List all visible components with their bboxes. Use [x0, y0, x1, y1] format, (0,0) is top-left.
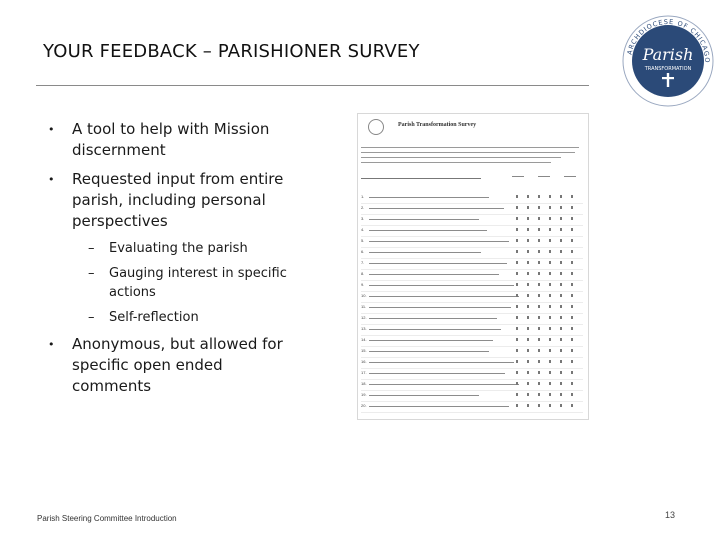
- survey-row-scale: [516, 195, 581, 199]
- survey-row-number: 7.: [361, 260, 365, 265]
- survey-row-text: [369, 362, 514, 363]
- survey-row-number: 2.: [361, 205, 365, 210]
- survey-row-scale: [516, 217, 581, 221]
- survey-row-number: 10.: [361, 293, 367, 298]
- survey-row-number: 9.: [361, 282, 365, 287]
- survey-row-number: 19.: [361, 392, 367, 397]
- survey-row-scale: [516, 349, 581, 353]
- survey-row-scale: [516, 250, 581, 254]
- title-divider: [36, 85, 589, 86]
- survey-row-scale: [516, 382, 581, 386]
- survey-row-text: [369, 241, 509, 242]
- survey-row-scale: [516, 239, 581, 243]
- survey-row: [361, 401, 583, 413]
- survey-row-text: [369, 318, 497, 319]
- survey-row-number: 6.: [361, 249, 365, 254]
- survey-row-scale: [516, 316, 581, 320]
- survey-row-number: 16.: [361, 359, 367, 364]
- survey-row-number: 15.: [361, 348, 367, 353]
- survey-row-scale: [516, 404, 581, 408]
- survey-row-text: [369, 219, 479, 220]
- footer-text: Parish Steering Committee Introduction: [37, 514, 177, 523]
- sub-bullet-item: – Gauging interest in specific actions: [88, 266, 287, 300]
- survey-row-scale: [516, 360, 581, 364]
- survey-row-text: [369, 340, 493, 341]
- survey-row-text: [369, 197, 489, 198]
- bullet-item: • Anonymous, but allowed for specific open ended comments: [48, 335, 283, 395]
- survey-row-number: 4.: [361, 227, 365, 232]
- survey-row-text: [369, 285, 514, 286]
- survey-row-scale: [516, 305, 581, 309]
- survey-row-scale: [516, 206, 581, 210]
- survey-row-text: [369, 373, 505, 374]
- survey-row-scale: [516, 272, 581, 276]
- survey-row-scale: [516, 294, 581, 298]
- survey-intro-text: [361, 147, 581, 167]
- survey-row-number: 12.: [361, 315, 367, 320]
- survey-row-number: 11.: [361, 304, 367, 309]
- slide-title: YOUR FEEDBACK – PARISHIONER SURVEY: [43, 41, 420, 62]
- survey-row-number: 8.: [361, 271, 365, 276]
- survey-row-number: 20.: [361, 403, 367, 408]
- survey-row-text: [369, 296, 519, 297]
- logo-subtext: TRANSFORMATION: [644, 66, 692, 72]
- logo-arc-text: ARCHDIOCESE OF CHICAGO: [625, 17, 712, 64]
- survey-row-text: [369, 384, 519, 385]
- survey-row-number: 17.: [361, 370, 367, 375]
- survey-row-number: 13.: [361, 326, 367, 331]
- sub-bullet-item: – Self-reflection: [88, 310, 199, 325]
- survey-row-text: [369, 208, 504, 209]
- survey-row-text: [369, 329, 501, 330]
- survey-row-text: [369, 351, 489, 352]
- page-number: 13: [665, 510, 676, 520]
- survey-row-number: 14.: [361, 337, 367, 342]
- survey-row-number: 18.: [361, 381, 367, 386]
- survey-row-number: 5.: [361, 238, 365, 243]
- survey-scale-header: [508, 176, 580, 188]
- survey-row-number: 3.: [361, 216, 365, 221]
- survey-row-scale: [516, 228, 581, 232]
- survey-row-number: 1.: [361, 194, 365, 199]
- survey-row-text: [369, 252, 481, 253]
- sub-bullet-item: – Evaluating the parish: [88, 241, 248, 256]
- survey-row-scale: [516, 371, 581, 375]
- parish-transformation-logo: [621, 14, 715, 108]
- survey-row-scale: [516, 327, 581, 331]
- survey-row-scale: [516, 338, 581, 342]
- bullet-item: • Requested input from entire parish, including personal perspectives: [48, 170, 284, 230]
- logo-wordmark: Parish: [642, 45, 694, 64]
- survey-row-text: [369, 395, 479, 396]
- survey-row-scale: [516, 283, 581, 287]
- survey-row-scale: [516, 393, 581, 397]
- seal-icon: [368, 119, 384, 135]
- bullet-item: • A tool to help with Mission discernment: [48, 120, 270, 159]
- survey-row-text: [369, 230, 487, 231]
- survey-row-scale: [516, 261, 581, 265]
- survey-name-line: [361, 178, 481, 179]
- survey-image: [357, 113, 589, 420]
- survey-row-text: [369, 406, 509, 407]
- survey-row-text: [369, 263, 507, 264]
- survey-row-text: [369, 307, 511, 308]
- survey-row-text: [369, 274, 499, 275]
- survey-title: Parish Transformation Survey: [398, 122, 477, 128]
